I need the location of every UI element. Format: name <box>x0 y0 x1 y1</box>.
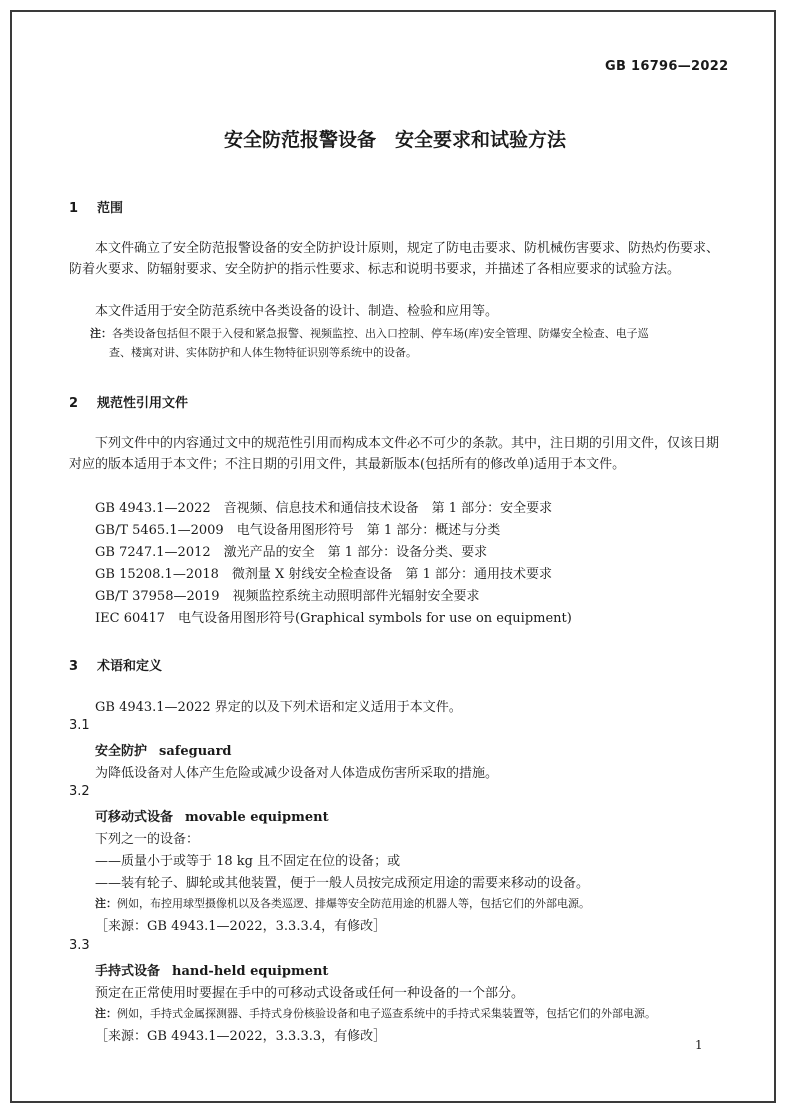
term-definition: 下列之一的设备： <box>95 832 200 847</box>
term-en: movable equipment <box>185 810 329 825</box>
document-title: 安全防范报警设备 安全要求和试验方法 <box>223 129 566 151</box>
references-paragraph: 下列文件中的内容通过文中的规范性引用而构成本文件必不可少的条款。其中，注日期的引用文件，仅该日期对应的版本适用于本文件；不注日期的引用文件，其最新版本(包括所有的修改单)适用于本文件。 <box>69 436 720 472</box>
scope-note <box>90 324 724 362</box>
scope-paragraph-1: 本文件确立了安全防范报警设备的安全防护设计原则，规定了防电击要求、防机械伤害要求、防热灼伤要求、防着火要求、防辐射要求、安全防护的指示性要求、标志和说明书要求，并描述了各相应要求的试验方法。 <box>69 241 720 277</box>
section-title: 规范性引用文件 <box>97 396 189 411</box>
term-number: 3.1 <box>69 718 90 733</box>
term-en: safeguard <box>159 744 232 759</box>
note-label: 注： <box>95 1007 117 1020</box>
term-zh: 手持式设备 <box>95 964 161 979</box>
scope-paragraph-2: 本文件适用于安全防范系统中各类设备的设计、制造、检验和应用等。 <box>95 304 499 319</box>
reference-item: GB/T 5465.1—2009 电气设备用图形符号 第 1 部分：概述与分类 <box>95 523 501 538</box>
reference-item: IEC 60417 电气设备用图形符号(Graphical symbols for use on equipment) <box>95 611 572 626</box>
note-text: 例如，布控用球型摄像机以及各类巡逻、排爆等安全防范用途的机器人等，包括它们的外部电源。 <box>117 897 590 910</box>
term-note <box>95 1004 729 1023</box>
term-source: ［来源：GB 4943.1—2022，3.3.3.4，有修改］ <box>95 919 387 934</box>
section-number: 1 <box>69 201 79 216</box>
term-zh: 安全防护 <box>95 744 148 759</box>
term-number: 3.2 <box>69 784 90 799</box>
note-text-line-1: 各类设备包括但不限于入侵和紧急报警、视频监控、出入口控制、停车场(库)安全管理、防爆安全检查、电子巡 <box>112 327 649 340</box>
document-page <box>10 10 776 1103</box>
term-note <box>95 894 729 913</box>
section-number: 2 <box>69 396 79 411</box>
reference-item: GB 7247.1—2012 激光产品的安全 第 1 部分：设备分类、要求 <box>95 545 488 560</box>
terms-intro: GB 4943.1—2022 界定的以及下列术语和定义适用于本文件。 <box>95 700 462 715</box>
definition-item: ——装有轮子、脚轮或其他装置，便于一般人员按完成预定用途的需要来移动的设备。 <box>95 876 590 891</box>
term-zh: 可移动式设备 <box>95 810 174 825</box>
section-1-heading <box>69 197 123 216</box>
reference-item: GB 15208.1—2018 微剂量 X 射线安全检查设备 第 1 部分：通用技术要求 <box>95 567 552 582</box>
note-label: 注： <box>95 897 117 910</box>
note-text-line-2: 查、楼寓对讲、实体防护和人体生物特征识别等系统中的设备。 <box>109 346 417 359</box>
term-heading <box>95 806 329 825</box>
standard-code: GB 16796—2022 <box>605 59 729 74</box>
term-heading <box>95 740 232 759</box>
term-source: ［来源：GB 4943.1—2022，3.3.3.3，有修改］ <box>95 1029 387 1044</box>
page-number: 1 <box>695 1038 703 1052</box>
reference-item: GB 4943.1—2022 音视频、信息技术和通信技术设备 第 1 部分：安全要求 <box>95 501 553 516</box>
note-label: 注： <box>90 327 112 340</box>
section-title: 术语和定义 <box>97 659 163 674</box>
note-text: 例如，手持式金属探测器、手持式身份核验设备和电子巡查系统中的手持式采集装置等，包括它们的外部电源。 <box>117 1007 656 1020</box>
section-title: 范围 <box>97 201 124 216</box>
section-3-heading <box>69 655 162 674</box>
term-heading <box>95 960 328 979</box>
section-number: 3 <box>69 659 79 674</box>
term-definition: 为降低设备对人体产生危险或减少设备对人体造成伤害所采取的措施。 <box>95 766 499 781</box>
term-definition: 预定在正常使用时要握在手中的可移动式设备或任何一种设备的一个部分。 <box>95 986 525 1001</box>
term-number: 3.3 <box>69 938 90 953</box>
section-2-heading <box>69 392 188 411</box>
definition-item: ——质量小于或等于 18 kg 且不固定在位的设备；或 <box>95 854 401 869</box>
term-en: hand-held equipment <box>172 964 329 979</box>
reference-item: GB/T 37958—2019 视频监控系统主动照明部件光辐射安全要求 <box>95 589 480 604</box>
